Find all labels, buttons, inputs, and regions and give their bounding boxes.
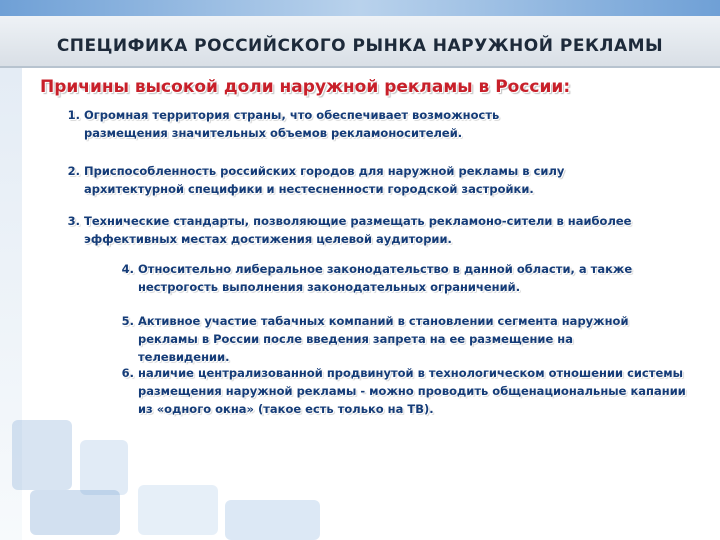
reason-text: Относительно либеральное законодательство в данной области, а также нестрогость выполнения законодательных ограничений. [138,262,633,294]
reason-item-5 [121,312,658,366]
reason-number: 4. [121,262,134,276]
reason-item-4 [121,260,668,296]
reason-text: Технические стандарты, позволяющие размещать рекламоно-сители в наиболее эффективных местах достижения целевой аудитории. [84,214,632,246]
reason-number: 6. [121,366,134,380]
reason-text: Активное участие табачных компаний в становлении сегмента наружной рекламы в России после введения запрета на ее размещение на телевидении. [138,314,629,364]
reason-item-3 [67,212,664,248]
reason-number: 2. [67,164,80,178]
slide-title: СПЕЦИФИКА РОССИЙСКОГО РЫНКА НАРУЖНОЙ РЕКЛАМЫ [56,36,664,56]
reason-text: наличие централизованной продвинутой в технологическом отношении системы размещения наружной рекламы - можно проводить общенациональные капании из «одного окна» (такое есть только на ТВ). [138,366,686,416]
reason-text: Приспособленность российских городов для наружной рекламы в силу архитектурной специфики и нестесненности городской застройки. [84,164,565,196]
reason-number: 3. [67,214,80,228]
reason-number: 5. [121,314,134,328]
reason-item-1 [67,106,554,142]
reason-number: 1. [67,108,80,122]
reason-item-2 [67,162,664,198]
slide-subtitle: Причины высокой доли наружной рекламы в России: [40,77,571,97]
reason-text: Огромная территория страны, что обеспечивает возможность размещения значительных объемов рекламоносителей. [84,108,500,140]
reason-item-6 [121,364,698,418]
